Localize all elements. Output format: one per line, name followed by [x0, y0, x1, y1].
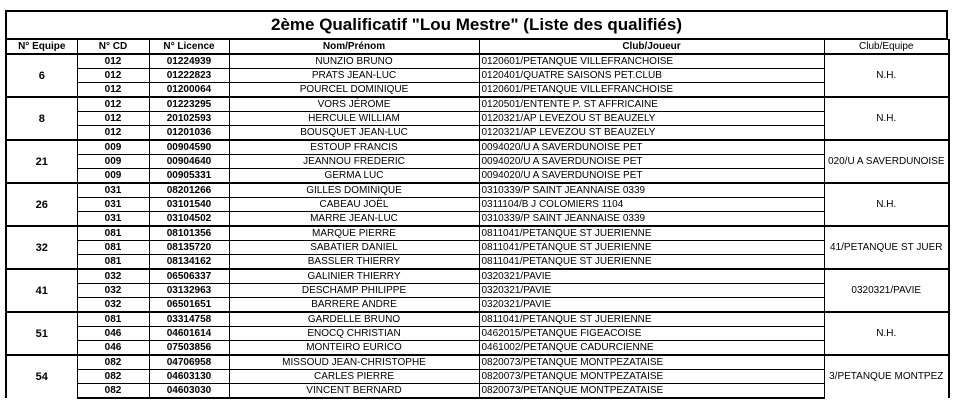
cd-cell: 009 — [77, 155, 149, 169]
licence-cell: 01223295 — [149, 97, 229, 112]
licence-cell: 01201036 — [149, 126, 229, 141]
table-row — [6, 54, 949, 69]
club-player-cell: 0320321/PAVIE — [479, 269, 824, 284]
team-group — [6, 97, 949, 140]
header-club-equipe: Club/Equipe — [824, 40, 949, 55]
team-number: 54 — [6, 355, 77, 398]
club-player-cell: 0094020/U A SAVERDUNOISE PET — [479, 169, 824, 184]
qualified-list-sheet — [5, 10, 948, 399]
club-player-cell: 0320321/PAVIE — [479, 298, 824, 313]
licence-cell: 03132963 — [149, 284, 229, 298]
cd-cell: 031 — [77, 183, 149, 198]
name-cell: GARDELLE BRUNO — [229, 312, 479, 327]
table-row — [6, 384, 949, 399]
club-team-cell: N.H. — [824, 312, 949, 355]
table-row — [6, 327, 949, 341]
name-cell: BASSLER THIERRY — [229, 255, 479, 270]
name-cell: CABEAU JOËL — [229, 198, 479, 212]
name-cell: GILLES DOMINIQUE — [229, 183, 479, 198]
table-row — [6, 269, 949, 284]
licence-cell: 01222823 — [149, 69, 229, 83]
licence-cell: 04706958 — [149, 355, 229, 370]
team-number: 26 — [6, 183, 77, 226]
cd-cell: 032 — [77, 298, 149, 313]
club-player-cell: 0094020/U A SAVERDUNOISE PET — [479, 140, 824, 155]
name-cell: CARLES PIERRE — [229, 370, 479, 384]
club-player-cell: 0461002/PETANQUE CADURCIENNE — [479, 341, 824, 356]
club-team-cell: 3/PETANQUE MONTPEZ — [824, 355, 949, 398]
club-team-cell: 0320321/PAVIE — [824, 269, 949, 312]
cd-cell: 082 — [77, 384, 149, 399]
table-row — [6, 112, 949, 126]
table-row — [6, 298, 949, 313]
licence-cell: 03101540 — [149, 198, 229, 212]
table-row — [6, 284, 949, 298]
cd-cell: 012 — [77, 112, 149, 126]
table-row — [6, 126, 949, 141]
club-player-cell: 0820073/PETANQUE MONTPEZATAISE — [479, 384, 824, 399]
team-number: 32 — [6, 226, 77, 269]
table-row — [6, 140, 949, 155]
licence-cell: 04601614 — [149, 327, 229, 341]
table-row — [6, 341, 949, 356]
cd-cell: 046 — [77, 341, 149, 356]
name-cell: ESTOUP FRANCIS — [229, 140, 479, 155]
team-group — [6, 312, 949, 355]
club-team-cell: 020/U A SAVERDUNOISE — [824, 140, 949, 183]
cd-cell: 031 — [77, 198, 149, 212]
club-player-cell: 0820073/PETANQUE MONTPEZATAISE — [479, 370, 824, 384]
table-row — [6, 370, 949, 384]
name-cell: BOUSQUET JEAN-LUC — [229, 126, 479, 141]
cd-cell: 009 — [77, 140, 149, 155]
licence-cell: 06501651 — [149, 298, 229, 313]
table-row — [6, 83, 949, 98]
name-cell: MONTEIRO EURICO — [229, 341, 479, 356]
cd-cell: 012 — [77, 54, 149, 69]
header-nom: Nom/Prénom — [229, 40, 479, 55]
name-cell: BARRERE ANDRE — [229, 298, 479, 313]
licence-cell: 04603030 — [149, 384, 229, 399]
name-cell: ENOCQ CHRISTIAN — [229, 327, 479, 341]
team-number: 8 — [6, 97, 77, 140]
table-row — [6, 69, 949, 83]
cd-cell: 009 — [77, 169, 149, 184]
name-cell: JEANNOU FREDERIC — [229, 155, 479, 169]
licence-cell: 07503856 — [149, 341, 229, 356]
cd-cell: 012 — [77, 83, 149, 98]
club-player-cell: 0811041/PETANQUE ST JUERIENNE — [479, 241, 824, 255]
licence-cell: 00904590 — [149, 140, 229, 155]
table-row — [6, 155, 949, 169]
header-cd: N° CD — [77, 40, 149, 55]
name-cell: SABATIER DANIEL — [229, 241, 479, 255]
team-group — [6, 269, 949, 312]
licence-cell: 08101356 — [149, 226, 229, 241]
club-player-cell: 0120601/PETANQUE VILLEFRANCHOISE — [479, 83, 824, 98]
table-row — [6, 212, 949, 227]
club-player-cell: 0120321/AP LEVEZOU ST BEAUZELY — [479, 112, 824, 126]
header-equipe: N° Equipe — [6, 40, 77, 55]
club-player-cell: 0310339/P SAINT JEANNAISE 0339 — [479, 212, 824, 227]
licence-cell: 20102593 — [149, 112, 229, 126]
cd-cell: 082 — [77, 355, 149, 370]
name-cell: MARQUE PIERRE — [229, 226, 479, 241]
team-number: 51 — [6, 312, 77, 355]
licence-cell: 01224939 — [149, 54, 229, 69]
name-cell: MISSOUD JEAN-CHRISTOPHE — [229, 355, 479, 370]
club-player-cell: 0311104/B J COLOMIERS 1104 — [479, 198, 824, 212]
club-player-cell: 0310339/P SAINT JEANNAISE 0339 — [479, 183, 824, 198]
licence-cell: 08201266 — [149, 183, 229, 198]
club-player-cell: 0120601/PETANQUE VILLEFRANCHOISE — [479, 54, 824, 69]
team-number: 21 — [6, 140, 77, 183]
cd-cell: 012 — [77, 126, 149, 141]
cd-cell: 032 — [77, 284, 149, 298]
licence-cell: 03314758 — [149, 312, 229, 327]
club-player-cell: 0462015/PETANQUE FIGEACOISE — [479, 327, 824, 341]
table-row — [6, 355, 949, 370]
team-group — [6, 54, 949, 97]
table-row — [6, 226, 949, 241]
licence-cell: 01200064 — [149, 83, 229, 98]
table-row — [6, 97, 949, 112]
cd-cell: 081 — [77, 241, 149, 255]
name-cell: GERMA LUC — [229, 169, 479, 184]
club-team-cell: 41/PETANQUE ST JUER — [824, 226, 949, 269]
table-row — [6, 169, 949, 184]
licence-cell: 06506337 — [149, 269, 229, 284]
table-row — [6, 241, 949, 255]
team-number: 41 — [6, 269, 77, 312]
cd-cell: 081 — [77, 226, 149, 241]
cd-cell: 012 — [77, 97, 149, 112]
table-header — [6, 40, 949, 55]
team-group — [6, 226, 949, 269]
name-cell: PRATS JEAN-LUC — [229, 69, 479, 83]
name-cell: HERCULE WILLIAM — [229, 112, 479, 126]
cd-cell: 081 — [77, 312, 149, 327]
licence-cell: 04603130 — [149, 370, 229, 384]
club-team-cell: N.H. — [824, 183, 949, 226]
cd-cell: 081 — [77, 255, 149, 270]
club-player-cell: 0120501/ENTENTE P. ST AFFRICAINE — [479, 97, 824, 112]
club-player-cell: 0820073/PETANQUE MONTPEZATAISE — [479, 355, 824, 370]
header-club-joueur: Club/Joueur — [479, 40, 824, 55]
team-group — [6, 140, 949, 183]
club-player-cell: 0811041/PETANQUE ST JUERIENNE — [479, 255, 824, 270]
club-player-cell: 0120321/AP LEVEZOU ST BEAUZELY — [479, 126, 824, 141]
licence-cell: 08134162 — [149, 255, 229, 270]
table-row — [6, 312, 949, 327]
cd-cell: 032 — [77, 269, 149, 284]
licence-cell: 03104502 — [149, 212, 229, 227]
licence-cell: 08135720 — [149, 241, 229, 255]
name-cell: MARRE JEAN-LUC — [229, 212, 479, 227]
cd-cell: 031 — [77, 212, 149, 227]
team-number: 6 — [6, 54, 77, 97]
club-player-cell: 0811041/PETANQUE ST JUERIENNE — [479, 226, 824, 241]
table-row — [6, 183, 949, 198]
cd-cell: 012 — [77, 69, 149, 83]
club-player-cell: 0811041/PETANQUE ST JUERIENNE — [479, 312, 824, 327]
header-licence: N° Licence — [149, 40, 229, 55]
licence-cell: 00904640 — [149, 155, 229, 169]
team-group — [6, 183, 949, 226]
team-group — [6, 355, 949, 398]
club-player-cell: 0120401/QUATRE SAISONS PET.CLUB — [479, 69, 824, 83]
cd-cell: 046 — [77, 327, 149, 341]
club-team-cell: N.H. — [824, 97, 949, 140]
name-cell: GALINIER THIERRY — [229, 269, 479, 284]
sheet-title: 2ème Qualificatif "Lou Mestre" (Liste des qualifiés) — [5, 10, 948, 39]
name-cell: VINCENT BERNARD — [229, 384, 479, 399]
qualified-table — [5, 39, 950, 399]
club-team-cell: N.H. — [824, 54, 949, 97]
club-player-cell: 0094020/U A SAVERDUNOISE PET — [479, 155, 824, 169]
club-player-cell: 0320321/PAVIE — [479, 284, 824, 298]
name-cell: NUNZIO BRUNO — [229, 54, 479, 69]
table-row — [6, 255, 949, 270]
licence-cell: 00905331 — [149, 169, 229, 184]
name-cell: POURCEL DOMINIQUE — [229, 83, 479, 98]
cd-cell: 082 — [77, 370, 149, 384]
name-cell: DESCHAMP PHILIPPE — [229, 284, 479, 298]
name-cell: VORS JÉROME — [229, 97, 479, 112]
table-row — [6, 198, 949, 212]
